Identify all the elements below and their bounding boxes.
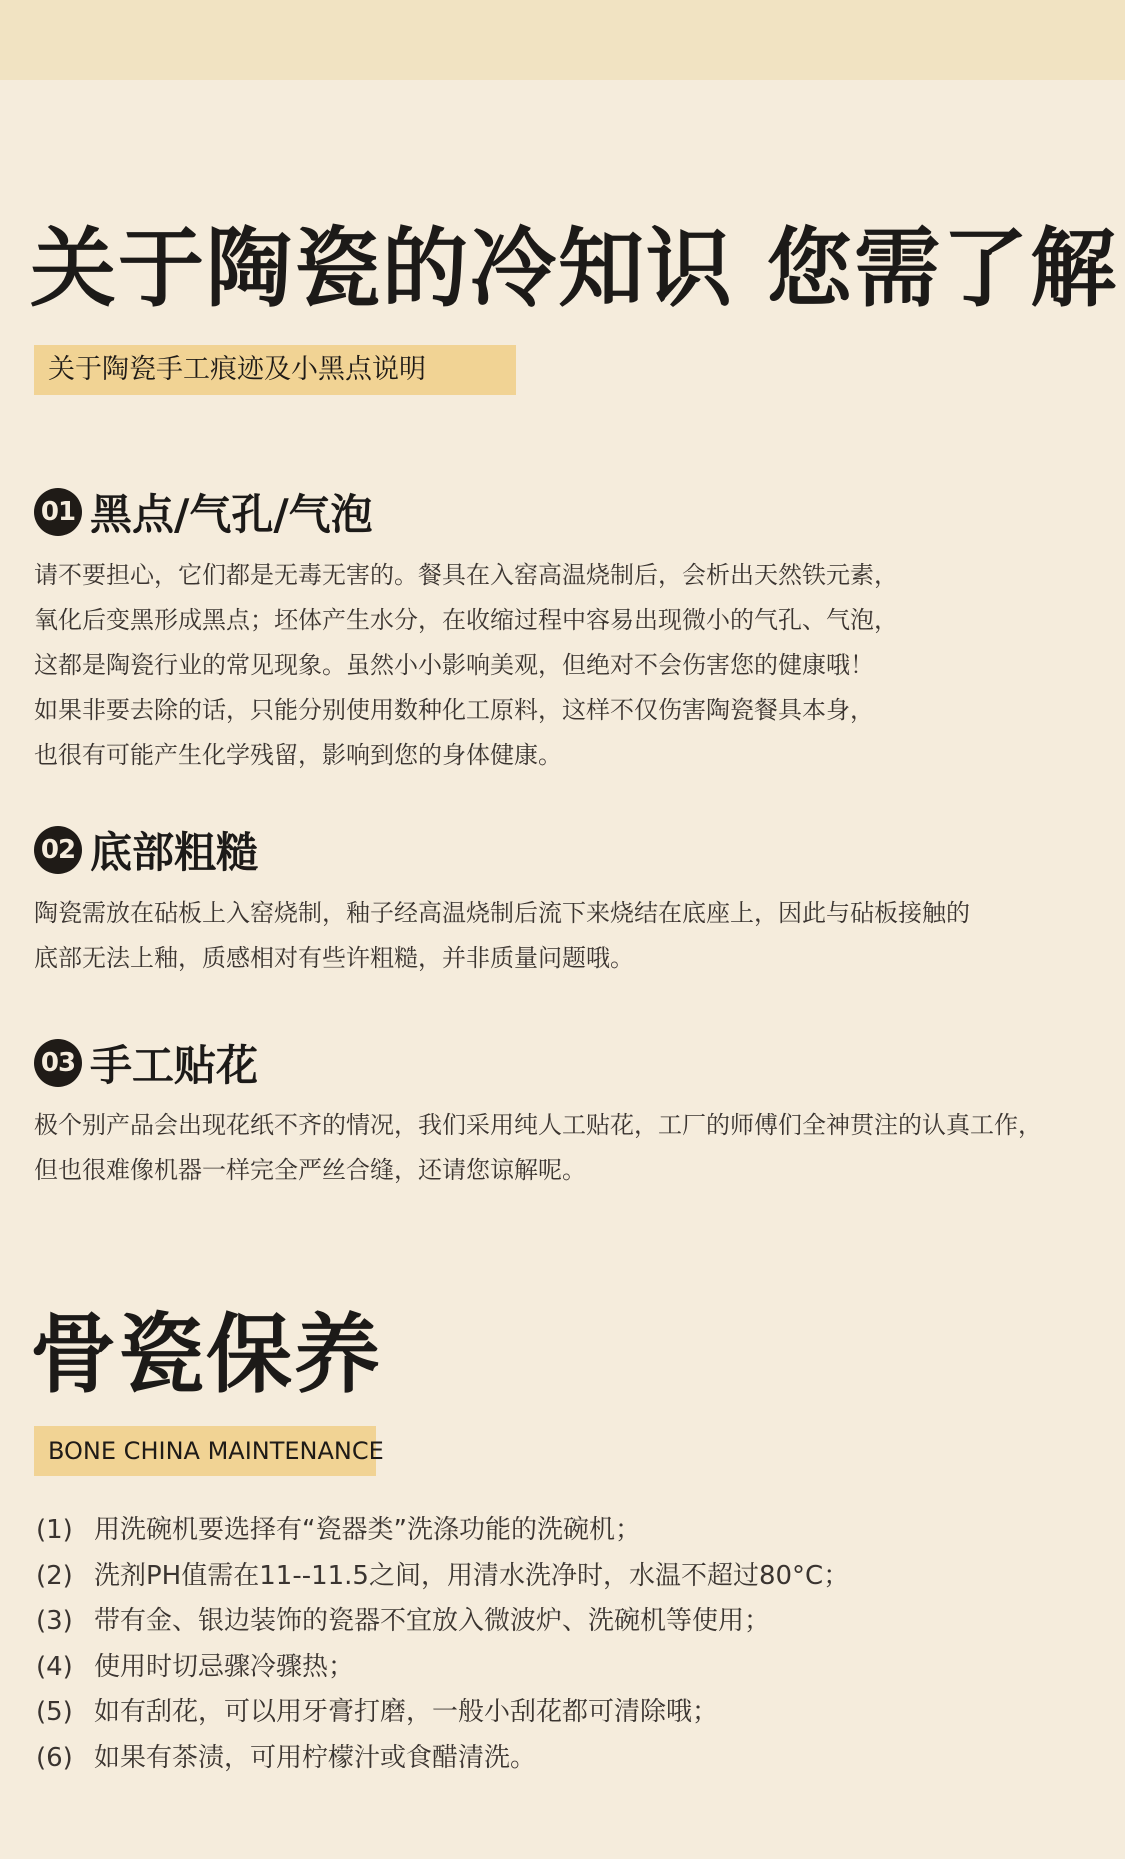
section-title: 黑点/气孔/气泡 (90, 490, 373, 539)
section-body-rough-bottom (34, 891, 1114, 981)
list-item-text: 如果有茶渍，可用柠檬汁或食醋清洗。 (94, 1742, 537, 1773)
list-item (36, 1736, 1106, 1782)
section-header-hand-decal (34, 1035, 258, 1091)
care-list (36, 1508, 1106, 1781)
top-band (0, 0, 1125, 80)
section-number-badge: 03 (34, 1039, 82, 1087)
paragraph-line: 请不要担心，它们都是无毒无害的。餐具在入窑高温烧制后，会析出天然铁元素， (34, 561, 898, 589)
section-number-badge: 02 (34, 826, 82, 874)
section-body-black-dots (34, 553, 1114, 778)
list-item-number: (2) (36, 1560, 73, 1591)
list-item-number: (6) (36, 1742, 73, 1773)
list-item (36, 1599, 1106, 1645)
list-item-number: (1) (36, 1515, 73, 1545)
list-item (36, 1645, 1106, 1691)
paragraph-line: 也很有可能产生化学残留，影响到您的身体健康。 (34, 741, 562, 769)
section-header-black-dots (34, 484, 373, 540)
paragraph-line: 陶瓷需放在砧板上入窑烧制，釉子经高温烧制后流下来烧结在底座上，因此与砧板接触的 (34, 899, 970, 927)
paragraph-line: 如果非要去除的话，只能分别使用数种化工原料，这样不仅伤害陶瓷餐具本身， (34, 696, 874, 724)
list-item-text: 洗剂PH值需在11--11.5之间，用清水洗净时，水温不超过80°C； (94, 1560, 850, 1591)
paragraph-line: 底部无法上釉，质感相对有些许粗糙，并非质量问题哦。 (34, 944, 634, 972)
list-item-number: (4) (36, 1651, 73, 1682)
care-title: 骨瓷保养 (30, 1304, 382, 1405)
paragraph-line: 这都是陶瓷行业的常见现象。虽然小小影响美观，但绝对不会伤害您的健康哦！ (34, 651, 874, 679)
list-item (36, 1690, 1106, 1736)
section-title: 手工贴花 (90, 1041, 259, 1090)
list-item (36, 1508, 1106, 1554)
subtitle-tag: 关于陶瓷手工痕迹及小黑点说明 (34, 345, 516, 395)
section-number-badge: 01 (34, 488, 82, 536)
list-item-text: 如有刮花，可以用牙膏打磨，一般小刮花都可清除哦； (94, 1697, 719, 1727)
list-item-number: (3) (36, 1606, 73, 1636)
paragraph-line: 但也很难像机器一样完全严丝合缝，还请您谅解呢。 (34, 1156, 586, 1184)
paragraph-line: 极个别产品会出现花纸不齐的情况，我们采用纯人工贴花，工厂的师傅们全神贯注的认真工作， (34, 1111, 1042, 1139)
paragraph-line: 氧化后变黑形成黑点；坯体产生水分，在收缩过程中容易出现微小的气孔、气泡， (34, 606, 898, 634)
section-header-rough-bottom (34, 822, 258, 878)
list-item-text: 使用时切忌骤冷骤热； (94, 1651, 355, 1682)
section-title: 底部粗糙 (90, 828, 259, 877)
list-item-number: (5) (36, 1697, 73, 1727)
page-title: 关于陶瓷的冷知识 您需了解 (30, 218, 1118, 319)
care-subtitle-tag: BONE CHINA MAINTENANCE (34, 1426, 376, 1476)
list-item-text: 用洗碗机要选择有“瓷器类”洗涤功能的洗碗机； (94, 1515, 641, 1545)
section-body-hand-decal (34, 1103, 1114, 1193)
list-item (36, 1554, 1106, 1600)
list-item-text: 带有金、银边装饰的瓷器不宜放入微波炉、洗碗机等使用； (94, 1606, 771, 1636)
